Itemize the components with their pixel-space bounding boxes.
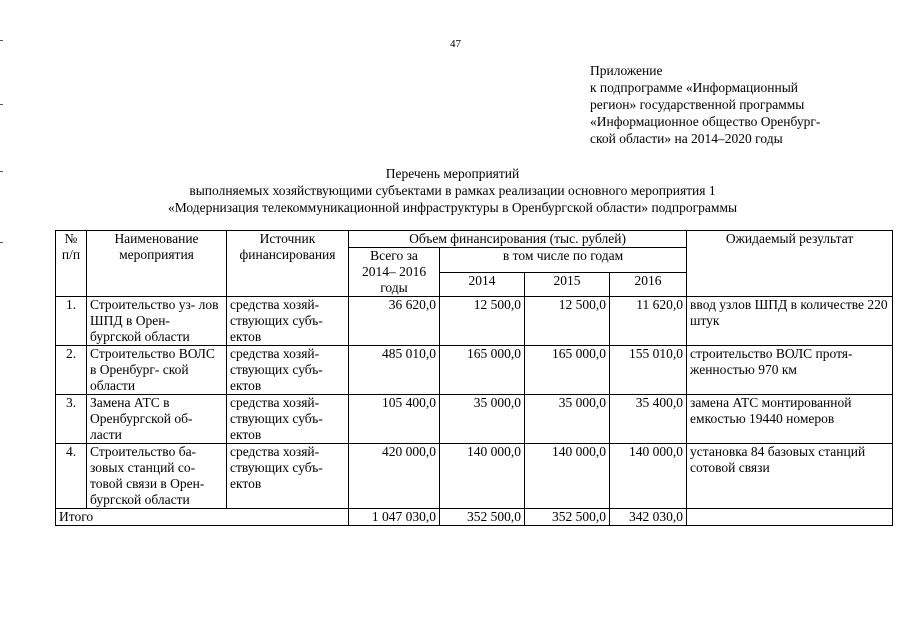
annex-header xyxy=(590,62,820,147)
header-by-years: в том числе по годам xyxy=(440,248,687,273)
row-source: средства хозяй- ствующих субъ- ектов xyxy=(227,346,349,395)
row-num: 1. xyxy=(56,297,87,346)
row-2015: 165 000,0 xyxy=(525,346,610,395)
scan-mark xyxy=(0,40,3,41)
row-num: 3. xyxy=(56,395,87,444)
row-source: средства хозяй- ствующих субъ- ектов xyxy=(227,297,349,346)
table-row xyxy=(56,444,893,509)
header-year-2014: 2014 xyxy=(440,272,525,297)
row-2014: 12 500,0 xyxy=(440,297,525,346)
row-2014: 165 000,0 xyxy=(440,346,525,395)
row-result: строительство ВОЛС протя- женностью 970 км xyxy=(687,346,893,395)
row-2014: 140 000,0 xyxy=(440,444,525,509)
page-number: 47 xyxy=(450,38,461,50)
row-total: 485 010,0 xyxy=(349,346,440,395)
header-num: № п/п xyxy=(56,231,87,297)
row-total: 36 620,0 xyxy=(349,297,440,346)
row-name: Строительство ВОЛС в Оренбург- ской области xyxy=(87,346,227,395)
header-volume: Объем финансирования (тыс. рублей) xyxy=(349,231,687,248)
total-sum: 1 047 030,0 xyxy=(349,509,440,526)
total-2015: 352 500,0 xyxy=(525,509,610,526)
title-line: Перечень мероприятий xyxy=(385,166,520,181)
total-2014: 352 500,0 xyxy=(440,509,525,526)
row-2015: 12 500,0 xyxy=(525,297,610,346)
title-line: «Модернизация телекоммуникационной инфраструктуры в Оренбургской области» подпрограммы xyxy=(167,200,738,215)
row-2016: 35 400,0 xyxy=(610,395,687,444)
row-result: ввод узлов ШПД в количестве 220 штук xyxy=(687,297,893,346)
row-source: средства хозяй- ствующих субъ- ектов xyxy=(227,444,349,509)
total-2016: 342 030,0 xyxy=(610,509,687,526)
row-2016: 11 620,0 xyxy=(610,297,687,346)
document-title xyxy=(0,165,905,216)
scan-mark xyxy=(0,242,3,243)
row-result: установка 84 базовых станций сотовой связи xyxy=(687,444,893,509)
title-line: выполняемых хозяйствующими субъектами в рамках реализации основного мероприятия 1 xyxy=(189,183,716,198)
row-name: Строительство ба- зовых станций со- товой связи в Орен- бургской области xyxy=(87,444,227,509)
total-result xyxy=(687,509,893,526)
measures-table xyxy=(55,230,893,526)
row-name: Строительство уз- лов ШПД в Орен- бургской области xyxy=(87,297,227,346)
annex-line: ской области» на 2014–2020 годы xyxy=(590,131,783,146)
header-total: Всего за 2014– 2016 годы xyxy=(349,248,440,297)
annex-line: Приложение xyxy=(590,63,663,78)
table-row xyxy=(56,297,893,346)
scan-mark xyxy=(0,104,3,105)
table-row xyxy=(56,395,893,444)
row-2016: 140 000,0 xyxy=(610,444,687,509)
row-2014: 35 000,0 xyxy=(440,395,525,444)
total-label: Итого xyxy=(56,509,349,526)
row-source: средства хозяй- ствующих субъ- ектов xyxy=(227,395,349,444)
row-2015: 35 000,0 xyxy=(525,395,610,444)
row-2015: 140 000,0 xyxy=(525,444,610,509)
annex-line: регион» государственной программы xyxy=(590,97,805,112)
header-result: Ожидаемый результат xyxy=(687,231,893,297)
row-total: 420 000,0 xyxy=(349,444,440,509)
annex-line: «Информационное общество Оренбург- xyxy=(590,114,821,129)
table-row xyxy=(56,346,893,395)
row-num: 4. xyxy=(56,444,87,509)
row-2016: 155 010,0 xyxy=(610,346,687,395)
header-source: Источник финансирования xyxy=(227,231,349,297)
total-row xyxy=(56,509,893,526)
annex-line: к подпрограмме «Информационный xyxy=(590,80,798,95)
header-year-2015: 2015 xyxy=(525,272,610,297)
row-name: Замена АТС в Оренбургской об- ласти xyxy=(87,395,227,444)
row-result: замена АТС монтированной емкостью 19440 номеров xyxy=(687,395,893,444)
header-year-2016: 2016 xyxy=(610,272,687,297)
header-name: Наименование мероприятия xyxy=(87,231,227,297)
row-num: 2. xyxy=(56,346,87,395)
row-total: 105 400,0 xyxy=(349,395,440,444)
